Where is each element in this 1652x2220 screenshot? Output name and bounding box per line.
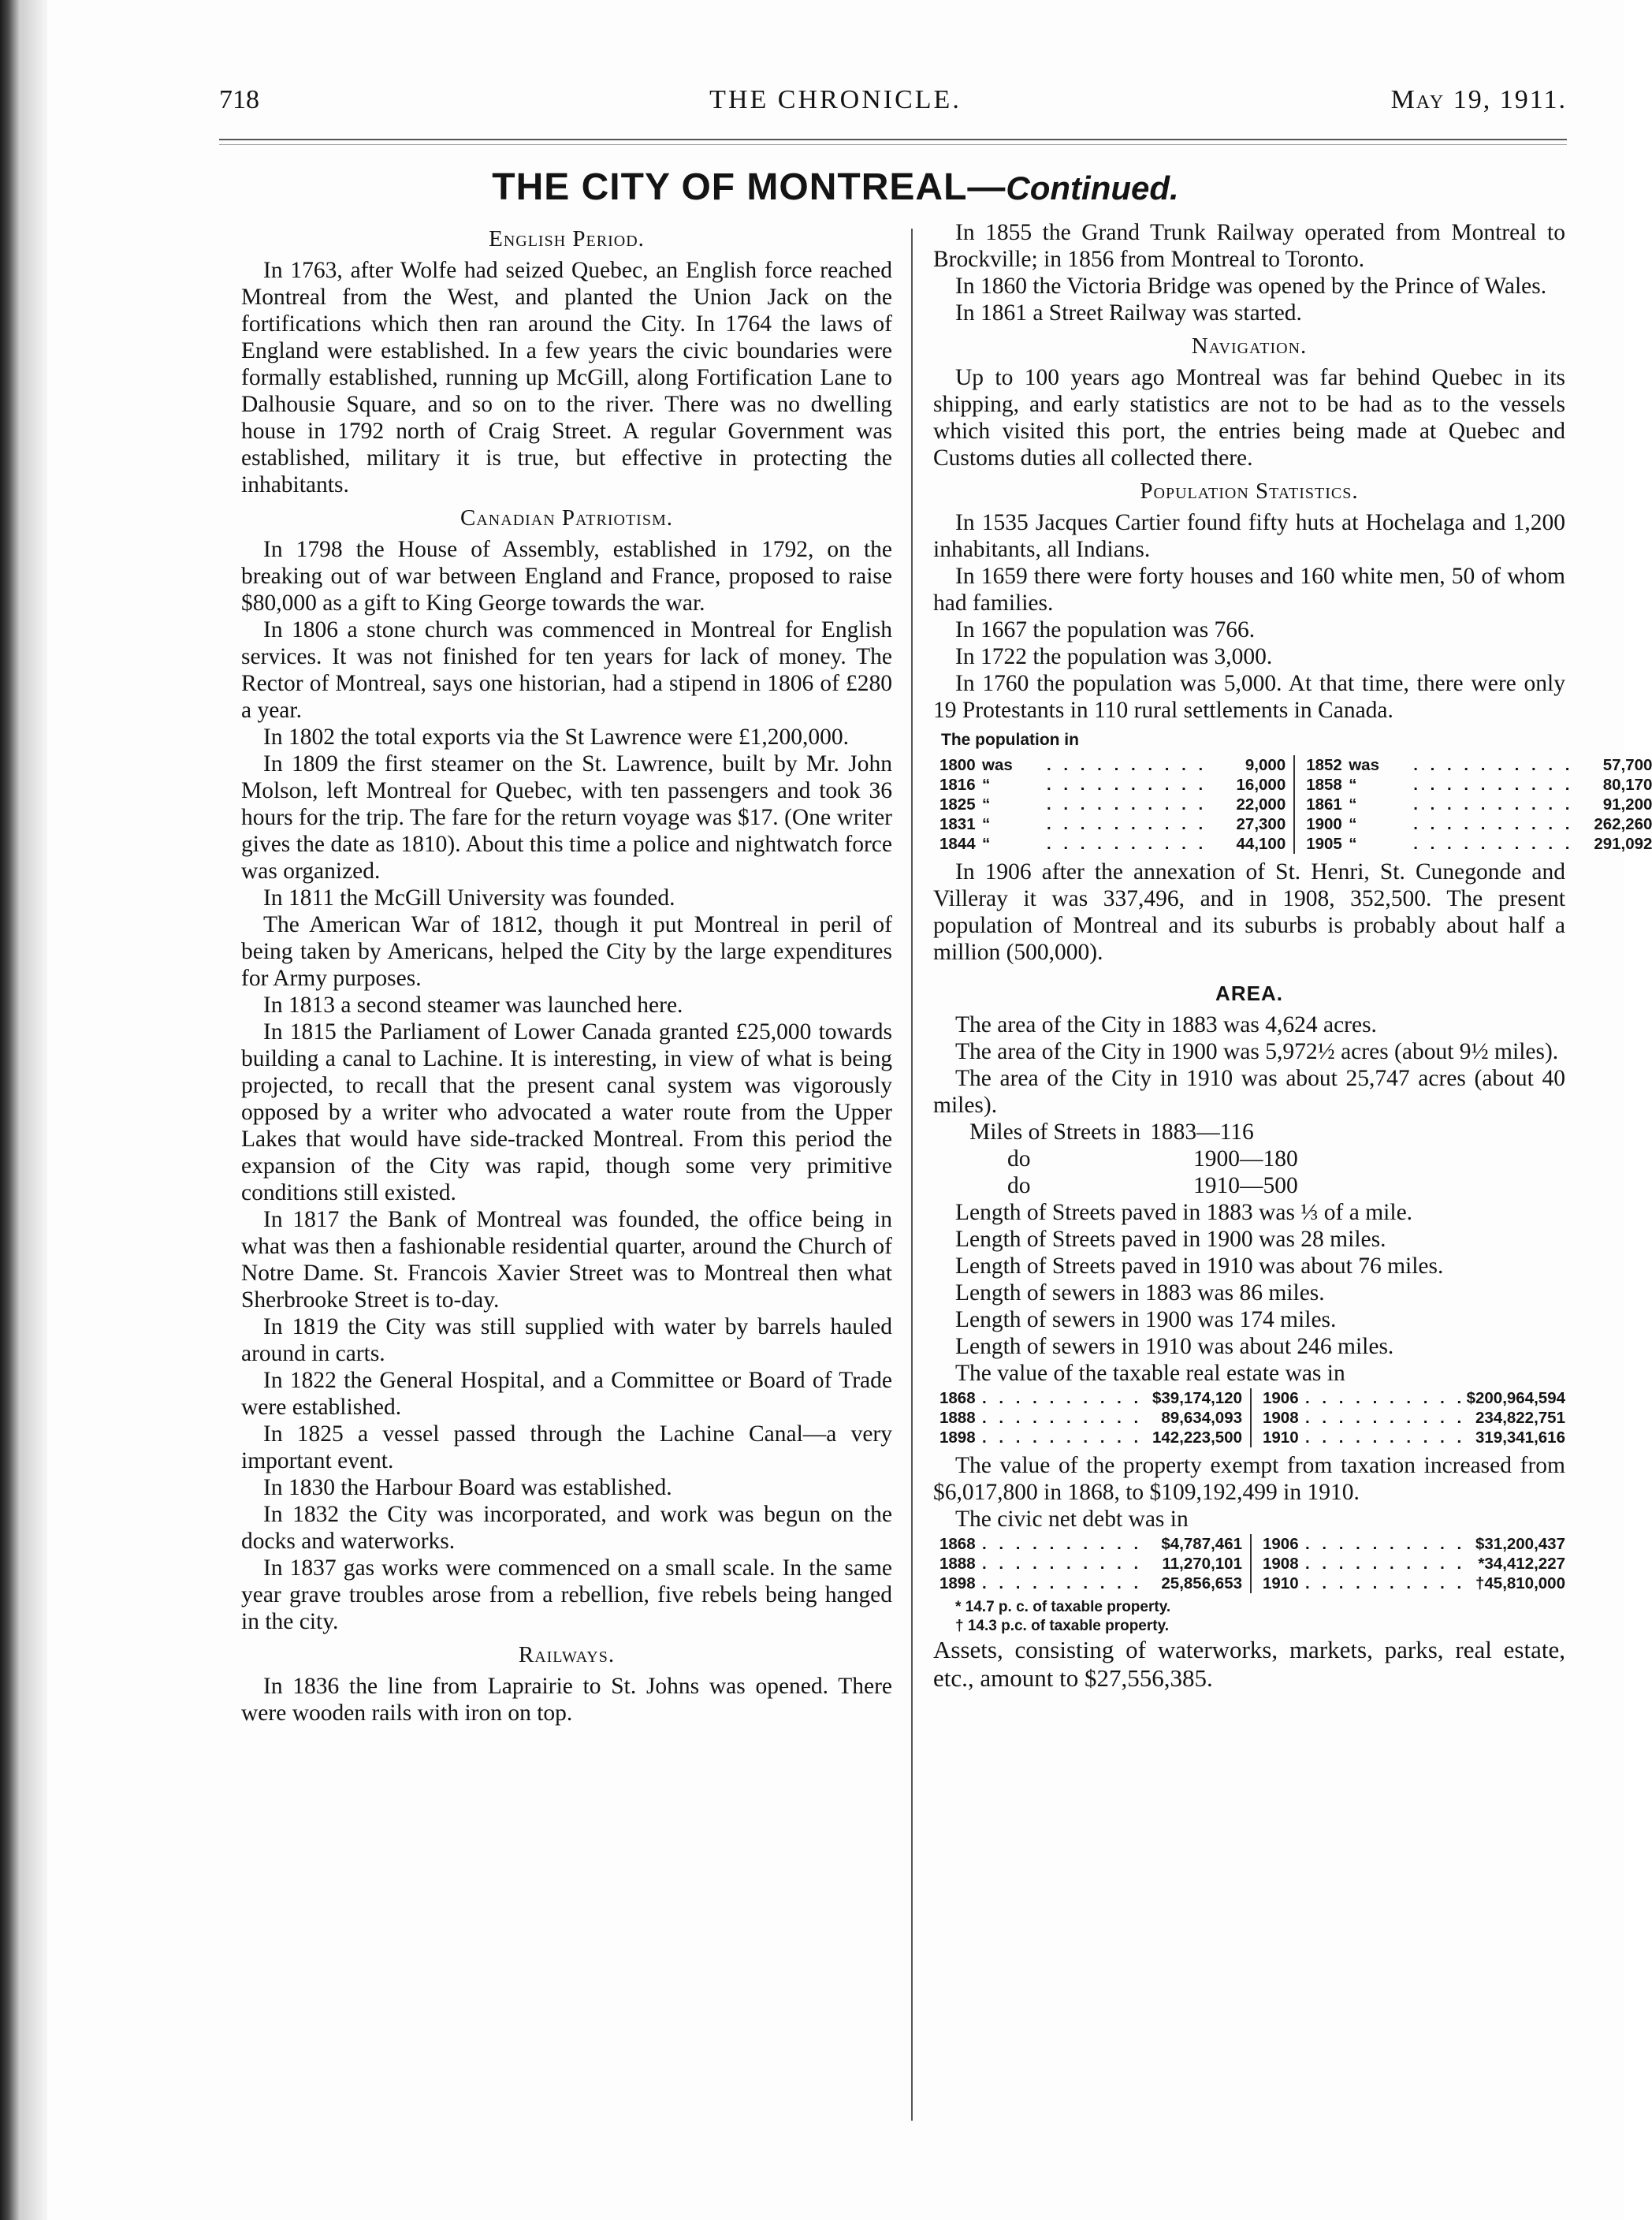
- section-heading-canadian-patriotism: Canadian Patriotism.: [460, 505, 673, 531]
- right-column: [933, 219, 1652, 1693]
- row-ditto: “: [1349, 776, 1357, 794]
- journal-title: THE CHRONICLE.: [709, 85, 962, 114]
- row-year: 1888: [939, 1409, 976, 1427]
- row-value: 291,092: [1594, 835, 1652, 853]
- article-title-main: THE CITY OF MONTREAL—: [492, 166, 1006, 208]
- table-row: [1306, 775, 1652, 795]
- paragraph: Up to 100 years ago Montreal was far behind Quebec in its shipping, and early statistics are not to be had as to the vessels which visited this port, the entries being made at Quebec and Customs duties all collected there.: [933, 365, 1565, 471]
- row-value: †45,810,000: [1475, 1574, 1565, 1592]
- paragraph: Length of Streets paved in 1900 was 28 miles.: [955, 1227, 1386, 1252]
- leader-dots: . . . . . . . . . .: [982, 1555, 1143, 1573]
- table-row: [1306, 795, 1652, 814]
- paragraph: In 1822 the General Hospital, and a Committee or Board of Trade were established.: [241, 1368, 892, 1420]
- leader-dots: . . . . . . . . . .: [982, 1409, 1143, 1427]
- row-ditto: was: [982, 756, 1013, 774]
- leader-dots: . . . . . . . . . .: [1413, 795, 1574, 814]
- paragraph: Length of sewers in 1910 was about 246 miles.: [955, 1334, 1394, 1359]
- leader-dots: . . . . . . . . . .: [1305, 1535, 1466, 1553]
- row-value: 27,300: [1236, 815, 1286, 833]
- leader-dots: . . . . . . . . . .: [982, 1389, 1143, 1407]
- leader-dots: . . . . . . . . . .: [1047, 795, 1207, 814]
- paragraph: In 1860 the Victoria Bridge was opened by the Prince of Wales.: [955, 274, 1547, 299]
- table-row: [1306, 814, 1652, 834]
- paragraph-assets: Assets, consisting of waterworks, markets, parks, real estate, etc., amount to $27,556,385.: [933, 1636, 1565, 1692]
- table-row: [939, 1534, 1242, 1554]
- row-year: 1868: [939, 1535, 976, 1553]
- row-value: $4,787,461: [1161, 1535, 1242, 1553]
- issue-date: May 19, 1911.: [1390, 85, 1567, 114]
- row-year: 1852: [1306, 756, 1342, 774]
- table-row: [1263, 1388, 1565, 1408]
- paragraph: In 1659 there were forty houses and 160 white men, 50 of whom had families.: [933, 564, 1565, 616]
- row-value: 9,000: [1245, 756, 1286, 774]
- leader-dots: . . . . . . . . . .: [1413, 776, 1574, 794]
- table-row: [939, 834, 1286, 854]
- paragraph: The value of the taxable real estate was in: [955, 1361, 1345, 1386]
- leader-dots: . . . . . . . . . .: [1413, 835, 1574, 853]
- miles-value: 1883—116: [1150, 1119, 1254, 1145]
- row-year: 1905: [1306, 835, 1342, 853]
- paragraph: Length of sewers in 1883 was 86 miles.: [955, 1280, 1325, 1306]
- scan-page-fold: [20, 0, 47, 2220]
- table-row: [939, 1428, 1242, 1447]
- table-row: [1263, 1574, 1565, 1593]
- row-year: 1908: [1263, 1555, 1299, 1573]
- row-value: 234,822,751: [1475, 1409, 1565, 1427]
- row-value: 44,100: [1236, 835, 1286, 853]
- row-year: 1844: [939, 835, 976, 853]
- left-column: [241, 219, 892, 1726]
- section-heading-railways: Railways.: [518, 1642, 616, 1667]
- row-value: 91,200: [1602, 795, 1652, 814]
- table-row: [1263, 1408, 1565, 1428]
- row-year: 1858: [1306, 776, 1342, 794]
- paragraph: In 1813 a second steamer was launched here.: [263, 993, 683, 1018]
- table-row: [1306, 834, 1652, 854]
- row-value: 57,700: [1602, 756, 1652, 774]
- paragraph: Length of Streets paved in 1883 was ⅓ of a mile.: [955, 1200, 1413, 1225]
- debt-table-left: [939, 1534, 1242, 1593]
- miles-value: 1910—500: [1193, 1173, 1298, 1198]
- running-header: [47, 85, 1624, 132]
- table-row: [939, 1554, 1242, 1574]
- row-ditto: “: [1349, 835, 1357, 853]
- paragraph: In 1830 the Harbour Board was established.: [263, 1475, 672, 1500]
- journal-page: [47, 0, 1652, 2220]
- section-heading-population: Population Statistics.: [1140, 479, 1359, 504]
- miles-of-streets-list: [969, 1119, 1565, 1199]
- leader-dots: . . . . . . . . . .: [1047, 815, 1207, 833]
- scan-binding-edge: [0, 0, 20, 2220]
- row-year: 1898: [939, 1428, 976, 1447]
- leader-dots: . . . . . . . . . .: [1413, 756, 1574, 774]
- paragraph: In 1763, after Wolfe had seized Quebec, an English force reached Montreal from the West, and planted the Union Jack on the fortifications which then ran around the City. In 1764 the laws of England were established. In a few years the civic boundaries were formally established, running up McGill, along Fortification Lane to Dalhousie Square, and so on to the river. There was no dwelling house in 1792 north of Craig Street. A regular Government was established, military it is true, but effective in protecting the inhabitants.: [241, 258, 892, 497]
- leader-dots: . . . . . . . . . .: [1305, 1409, 1466, 1427]
- paragraph: In 1760 the population was 5,000. At that time, there were only 19 Protestants in 110 rural settlements in Canada.: [933, 671, 1565, 723]
- row-value: 11,270,101: [1162, 1555, 1242, 1573]
- leader-dots: . . . . . . . . . .: [1305, 1428, 1466, 1447]
- row-year: 1868: [939, 1389, 976, 1407]
- row-year: 1816: [939, 776, 976, 794]
- table-row: [939, 1574, 1242, 1593]
- row-value: 22,000: [1236, 795, 1286, 814]
- miles-row: [969, 1119, 1565, 1145]
- paragraph: In 1809 the first steamer on the St. Lawrence, built by Mr. John Molson, left Montreal for Quebec, with ten passengers and took 36 hours for the trip. The fare for the return voyage was $17. (One writer gives the date as 1810). About this time a police and nightwatch force was organized.: [241, 751, 892, 884]
- header-rule: [219, 139, 1567, 145]
- leader-dots: . . . . . . . . . .: [982, 1574, 1143, 1592]
- article-title: [47, 166, 1624, 209]
- row-ditto: “: [1349, 795, 1357, 814]
- leader-dots: . . . . . . . . . .: [1413, 815, 1574, 833]
- paragraph: Length of sewers in 1900 was 174 miles.: [955, 1307, 1337, 1332]
- article-title-continued: Continued.: [1006, 169, 1179, 207]
- paragraph: In 1837 gas works were commenced on a small scale. In the same year grave troubles arose from a rebellion, five rebels being hanged in the city.: [241, 1555, 892, 1634]
- population-table: [939, 755, 1652, 854]
- paragraph: The American War of 1812, though it put Montreal in peril of being taken by Americans, helped the City by the large expenditures for Army purposes.: [241, 912, 892, 991]
- paragraph: In 1836 the line from Laprairie to St. Johns was opened. There were wooden rails with iron on top.: [241, 1674, 892, 1726]
- row-ditto: “: [982, 795, 991, 814]
- civic-debt-table: [939, 1534, 1565, 1593]
- row-ditto: “: [982, 835, 991, 853]
- table-row: [1263, 1428, 1565, 1447]
- leader-dots: . . . . . . . . . .: [1305, 1555, 1466, 1573]
- miles-label: do: [1007, 1146, 1031, 1171]
- section-heading-navigation: Navigation.: [1191, 333, 1308, 359]
- row-value: *34,412,227: [1478, 1555, 1565, 1573]
- leader-dots: . . . . . . . . . .: [1305, 1574, 1466, 1592]
- table-row: [939, 814, 1286, 834]
- paragraph: In 1906 after the annexation of St. Henri, St. Cunegonde and Villeray it was 337,496, and in 1908, 352,500. The present population of Montreal and its suburbs is probably about half a million (500,000).: [933, 859, 1565, 965]
- row-year: 1831: [939, 815, 976, 833]
- row-year: 1906: [1263, 1535, 1299, 1553]
- row-year: 1900: [1306, 815, 1342, 833]
- miles-row: [969, 1145, 1565, 1172]
- table-row: [939, 795, 1286, 814]
- paragraph: In 1861 a Street Railway was started.: [955, 300, 1302, 326]
- paragraph: In 1802 the total exports via the St Lawrence were £1,200,000.: [263, 724, 850, 750]
- table-row: [939, 1388, 1242, 1408]
- paragraph: In 1667 the population was 766.: [955, 617, 1256, 643]
- leader-dots: . . . . . . . . . .: [982, 1428, 1143, 1447]
- paragraph: The civic net debt was in: [955, 1507, 1189, 1532]
- page-number: 718: [219, 85, 259, 114]
- row-ditto: “: [982, 815, 991, 833]
- paragraph: In 1722 the population was 3,000.: [955, 644, 1273, 669]
- row-value: $200,964,594: [1466, 1389, 1565, 1407]
- table-row: [1263, 1534, 1565, 1554]
- section-heading-english-period: English Period.: [489, 226, 645, 251]
- row-value: 16,000: [1236, 776, 1286, 794]
- row-value: 142,223,500: [1152, 1428, 1242, 1447]
- paragraph: In 1855 the Grand Trunk Railway operated from Montreal to Brockville; in 1856 from Montreal to Toronto.: [933, 220, 1565, 272]
- leader-dots: . . . . . . . . . .: [1047, 776, 1207, 794]
- footnote: * 14.7 p. c. of taxable property.: [955, 1599, 1171, 1615]
- taxable-table-right: [1250, 1388, 1565, 1447]
- row-year: 1906: [1263, 1389, 1299, 1407]
- paragraph: Length of Streets paved in 1910 was about 76 miles.: [955, 1253, 1444, 1279]
- paragraph: In 1798 the House of Assembly, established in 1792, on the breaking out of war between England and France, proposed to raise $80,000 as a gift to King George towards the war.: [241, 537, 892, 616]
- table-row: [939, 775, 1286, 795]
- population-table-heading: The population in: [941, 731, 1079, 749]
- row-year: 1910: [1263, 1428, 1299, 1447]
- miles-value: 1900—180: [1193, 1146, 1298, 1171]
- row-year: 1910: [1263, 1574, 1299, 1592]
- column-divider: [911, 229, 913, 2121]
- section-heading-area: AREA.: [1215, 981, 1283, 1005]
- row-value: 80,170: [1602, 776, 1652, 794]
- paragraph: In 1815 the Parliament of Lower Canada granted £25,000 towards building a canal to Lachine. It is interesting, in view of what is being projected, to recall that the present canal system was vigorously opposed by a writer who advocated a water route from the Upper Lakes that would have side-tracked Montreal. From this period the expansion of the City was rapid, though some very primitive conditions still existed.: [241, 1019, 892, 1205]
- table-row: [1263, 1554, 1565, 1574]
- row-ditto: was: [1349, 756, 1379, 774]
- taxable-value-table: [939, 1388, 1565, 1447]
- paragraph: In 1811 the McGill University was founded.: [263, 885, 675, 911]
- row-year: 1861: [1306, 795, 1342, 814]
- debt-table-right: [1250, 1534, 1565, 1593]
- leader-dots: . . . . . . . . . .: [1305, 1389, 1466, 1407]
- miles-label: Miles of Streets in: [969, 1119, 1141, 1145]
- taxable-table-left: [939, 1388, 1242, 1447]
- footnote: † 14.3 p.c. of taxable property.: [955, 1618, 1170, 1634]
- paragraph: In 1819 the City was still supplied with water by barrels hauled around in carts.: [241, 1314, 892, 1366]
- row-value: 319,341,616: [1475, 1428, 1565, 1447]
- population-table-left: [939, 755, 1286, 854]
- row-value: $31,200,437: [1475, 1535, 1565, 1553]
- row-value: $39,174,120: [1152, 1389, 1242, 1407]
- row-value: 262,260: [1594, 815, 1652, 833]
- paragraph: The area of the City in 1883 was 4,624 acres.: [955, 1012, 1377, 1037]
- row-year: 1898: [939, 1574, 976, 1592]
- leader-dots: . . . . . . . . . .: [1047, 835, 1207, 853]
- row-ditto: “: [1349, 815, 1357, 833]
- row-value: 89,634,093: [1161, 1409, 1242, 1427]
- population-table-right: [1293, 755, 1652, 854]
- table-row: [939, 1408, 1242, 1428]
- leader-dots: . . . . . . . . . .: [982, 1535, 1143, 1553]
- row-year: 1825: [939, 795, 976, 814]
- paragraph: In 1535 Jacques Cartier found fifty huts at Hochelaga and 1,200 inhabitants, all Indians.: [933, 510, 1565, 562]
- paragraph: The value of the property exempt from taxation increased from $6,017,800 in 1868, to $109,192,499 in 1910.: [933, 1453, 1565, 1505]
- paragraph: In 1817 the Bank of Montreal was founded, the office being in what was then a fashionable residential quarter, around the Church of Notre Dame. St. Francois Xavier Street was to Montreal then what Sherbrooke Street is to-day.: [241, 1207, 892, 1313]
- paragraph: In 1832 the City was incorporated, and work was begun on the docks and waterworks.: [241, 1502, 892, 1554]
- row-year: 1800: [939, 756, 976, 774]
- table-row: [939, 755, 1286, 775]
- row-value: 25,856,653: [1161, 1574, 1242, 1592]
- miles-row: [969, 1172, 1565, 1199]
- paragraph: The area of the City in 1900 was 5,972½ acres (about 9½ miles).: [955, 1039, 1559, 1064]
- row-year: 1888: [939, 1555, 976, 1573]
- paragraph: The area of the City in 1910 was about 25,747 acres (about 40 miles).: [933, 1066, 1565, 1118]
- row-year: 1908: [1263, 1409, 1299, 1427]
- paragraph: In 1825 a vessel passed through the Lachine Canal—a very important event.: [241, 1421, 892, 1473]
- table-row: [1306, 755, 1652, 775]
- leader-dots: . . . . . . . . . .: [1047, 756, 1207, 774]
- paragraph: In 1806 a stone church was commenced in Montreal for English services. It was not finished for ten years for lack of money. The Rector of Montreal, says one historian, had a stipend in 1806 of £280 a year.: [241, 617, 892, 723]
- row-ditto: “: [982, 776, 991, 794]
- miles-label: do: [1007, 1173, 1031, 1198]
